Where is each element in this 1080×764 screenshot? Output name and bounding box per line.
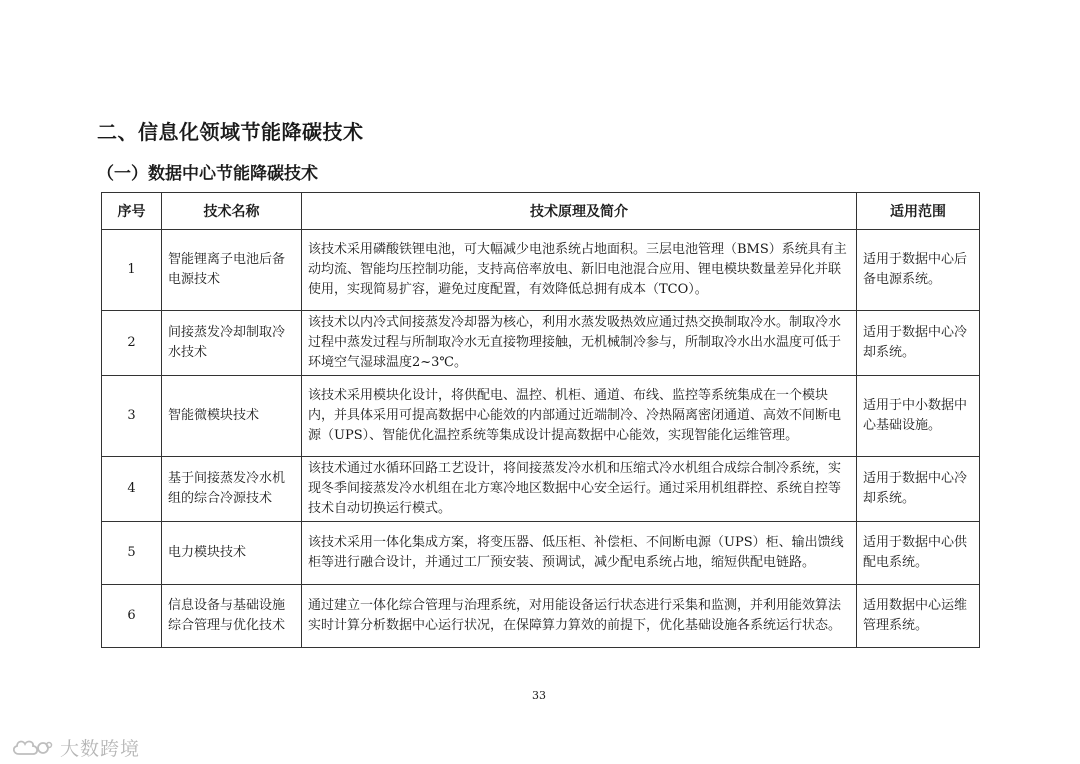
technology-description: 该技术采用一体化集成方案，将变压器、低压柜、补偿柜、不间断电源（UPS）柜、输出馈线柜等进行融合设计，并通过工厂预安装、预调试，减少配电系统占地，缩短供配电链路。 — [302, 522, 857, 585]
technology-description: 该技术以内冷式间接蒸发冷却器为核心，利用水蒸发吸热效应通过热交换制取冷水。制取冷水过程中蒸发过程与所制取冷水无直接物理接触，无机械制冷参与，所制取冷水出水温度可低于环境空气湿球温度2~3℃。 — [302, 311, 857, 376]
table-row — [102, 311, 980, 376]
application-scope: 适用于中小数据中心基础设施。 — [857, 376, 980, 457]
header-scope: 适用范围 — [857, 193, 980, 230]
application-scope: 适用于数据中心冷却系统。 — [857, 311, 980, 376]
page-number: 33 — [532, 689, 546, 702]
technology-description: 通过建立一体化综合管理与治理系统，对用能设备运行状态进行采集和监测，并利用能效算法实时计算分析数据中心运行状况，在保障算力算效的前提下，优化基础设施各系统运行状态。 — [302, 585, 857, 648]
header-name: 技术名称 — [162, 193, 302, 230]
technology-name: 基于间接蒸发冷水机组的综合冷源技术 — [162, 457, 302, 522]
table-row — [102, 376, 980, 457]
header-number: 序号 — [102, 193, 162, 230]
cloud-logo-icon — [10, 737, 54, 759]
table-row — [102, 522, 980, 585]
technology-description: 该技术采用磷酸铁锂电池，可大幅减少电池系统占地面积。三层电池管理（BMS）系统具有主动均流、智能均压控制功能，支持高倍率放电、新旧电池混合应用、锂电模块数量差异化并联使用，实现简易扩容，避免过度配置，有效降低总拥有成本（TCO）。 — [302, 230, 857, 311]
application-scope: 适用于数据中心供配电系统。 — [857, 522, 980, 585]
watermark — [10, 734, 140, 761]
row-number: 3 — [102, 376, 162, 457]
application-scope: 适用于数据中心冷却系统。 — [857, 457, 980, 522]
row-number: 1 — [102, 230, 162, 311]
application-scope: 适用于数据中心后备电源系统。 — [857, 230, 980, 311]
row-number: 5 — [102, 522, 162, 585]
technology-name: 间接蒸发冷却制取冷水技术 — [162, 311, 302, 376]
application-scope: 适用数据中心运维管理系统。 — [857, 585, 980, 648]
row-number: 2 — [102, 311, 162, 376]
technology-description: 该技术采用模块化设计，将供配电、温控、机柜、通道、布线、监控等系统集成在一个模块内，并具体采用可提高数据中心能效的内部通过近端制冷、冷热隔离密闭通道、高效不间断电源（UPS）、智能优化温控系统等集成设计提高数据中心能效，实现智能化运维管理。 — [302, 376, 857, 457]
header-description: 技术原理及简介 — [302, 193, 857, 230]
technology-name: 信息设备与基础设施综合管理与优化技术 — [162, 585, 302, 648]
technology-description: 该技术通过水循环回路工艺设计，将间接蒸发冷水机和压缩式冷水机组合成综合制冷系统，实现冬季间接蒸发冷水机组在北方寒冷地区数据中心安全运行。通过采用机组群控、系统自控等技术自动切换运行模式。 — [302, 457, 857, 522]
row-number: 4 — [102, 457, 162, 522]
subsection-heading: （一）数据中心节能降碳技术 — [97, 164, 318, 184]
table-row — [102, 230, 980, 311]
technology-name: 智能微模块技术 — [162, 376, 302, 457]
technology-name: 智能锂离子电池后备电源技术 — [162, 230, 302, 311]
watermark-text: 大数跨境 — [60, 738, 141, 760]
technology-table — [101, 192, 980, 648]
row-number: 6 — [102, 585, 162, 648]
section-heading: 二、信息化领域节能降碳技术 — [97, 120, 364, 144]
table-header-row — [102, 193, 980, 230]
technology-name: 电力模块技术 — [162, 522, 302, 585]
table-row — [102, 457, 980, 522]
table-row — [102, 585, 980, 648]
